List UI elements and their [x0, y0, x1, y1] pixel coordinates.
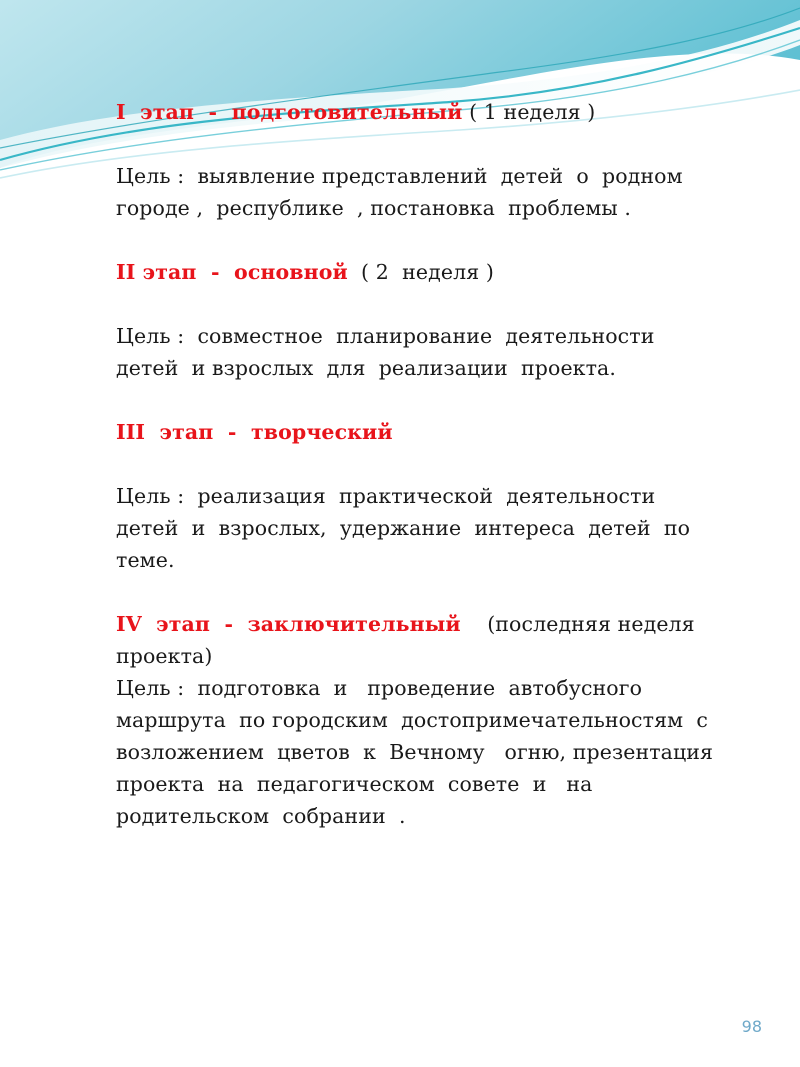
stage-3-heading	[116, 416, 756, 448]
page-number: 98	[741, 1017, 762, 1036]
stage-2-heading	[116, 256, 756, 288]
stage-4-heading	[116, 608, 756, 640]
stage-2-title: II этап - основной	[116, 260, 348, 284]
stage-3-goal-line: детей и взрослых, удержание интереса детей по	[116, 516, 691, 540]
stage-4-duration-cont: проекта)	[116, 644, 213, 668]
stage-1-heading	[116, 96, 756, 128]
spacer	[116, 288, 756, 320]
stages-content	[116, 96, 756, 832]
stage-1-goal-line: городе , республике , постановка проблемы .	[116, 196, 632, 220]
stage-4-goal-line: возложением цветов к Вечному огню, презентация	[116, 740, 714, 764]
spacer	[116, 576, 756, 608]
stage-1-title: I этап - подготовительный	[116, 100, 463, 124]
stage-4-goal-line: родительском собрании .	[116, 804, 406, 828]
stage-1-goal-line: Цель : выявление представлений детей о родном	[116, 164, 683, 188]
stage-4	[116, 608, 756, 832]
stage-1	[116, 96, 756, 224]
stage-4-goal-line: маршрута по городским достопримечательностям с	[116, 708, 708, 732]
stage-3-goal-line: Цель : реализация практической деятельности	[116, 484, 656, 508]
spacer	[116, 384, 756, 416]
stage-2-duration: ( 2 неделя )	[347, 260, 494, 284]
spacer	[116, 128, 756, 160]
stage-4-title: IV этап - заключительный	[116, 612, 461, 636]
stage-4-duration: (последняя неделя	[460, 612, 695, 636]
spacer	[116, 448, 756, 480]
stage-2-goal-line: Цель : совместное планирование деятельности	[116, 324, 655, 348]
stage-3-title: III этап - творческий	[116, 420, 393, 444]
stage-3	[116, 416, 756, 576]
stage-4-goal-line: проекта на педагогическом совете и на	[116, 772, 593, 796]
stage-1-duration: ( 1 неделя )	[462, 100, 596, 124]
spacer	[116, 224, 756, 256]
stage-4-goal-line: Цель : подготовка и проведение автобусного	[116, 676, 643, 700]
stage-3-goal-line: теме.	[116, 548, 175, 572]
stage-2	[116, 256, 756, 384]
stage-2-goal-line: детей и взрослых для реализации проекта.	[116, 356, 616, 380]
